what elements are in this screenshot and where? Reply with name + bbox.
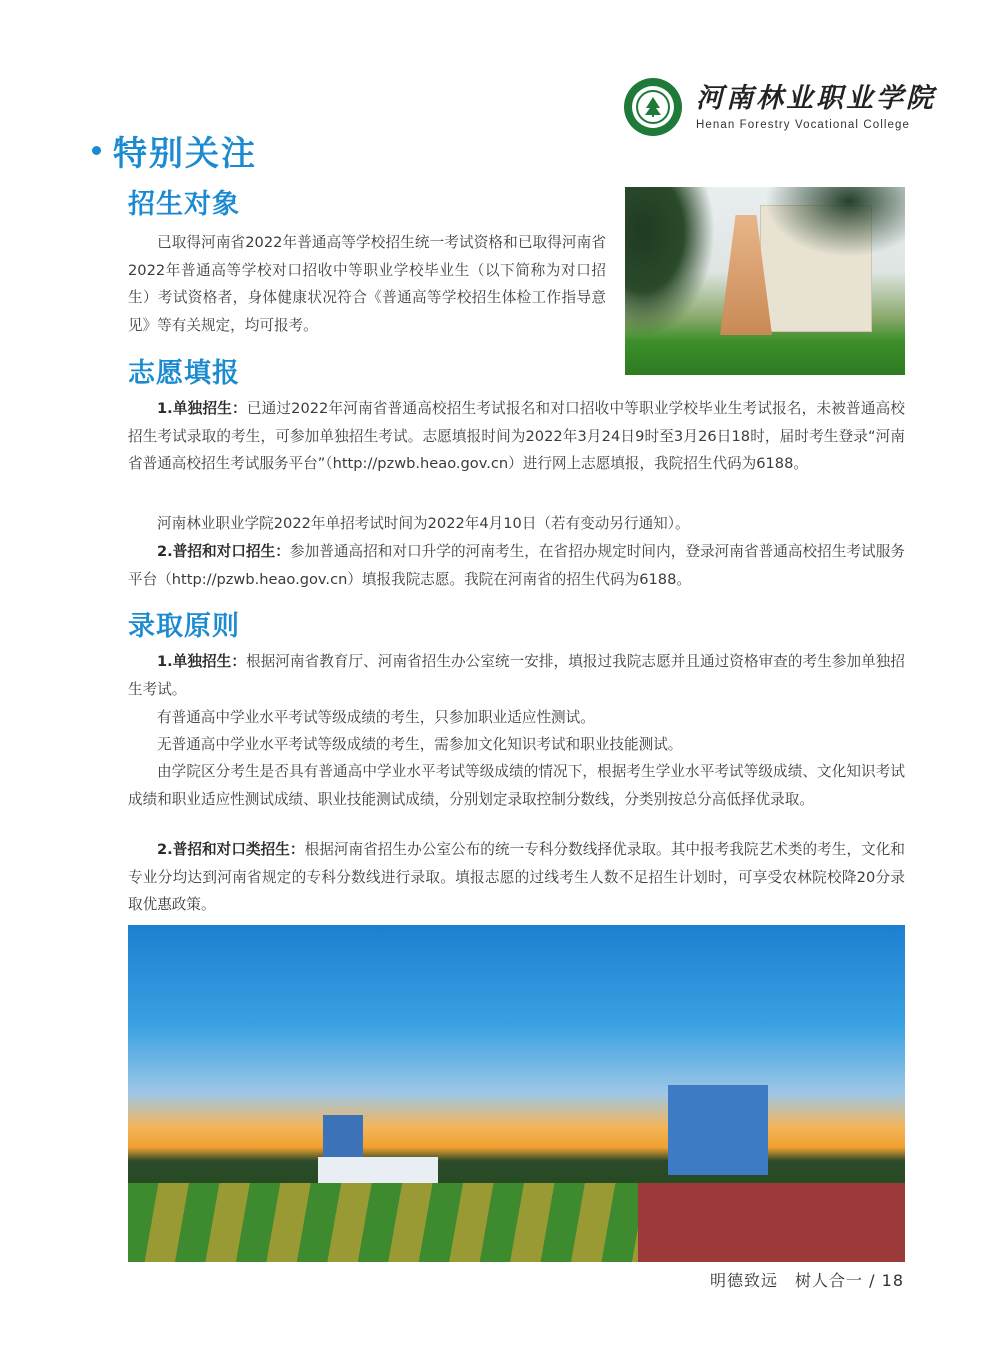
college-name-cn: 河南林业职业学院 — [696, 83, 936, 114]
admission-item-1-text: 根据河南省教育厅、河南省招生办公室统一安排，填报过我院志愿并且通过资格审查的考生参加单独招生考试。 — [128, 653, 905, 698]
recruit-target-text: 已取得河南省2022年普通高等学校招生统一考试资格和已取得河南省2022年普通高等学校对口招收中等职业学校毕业生（以下简称为对口招生）考试资格者，身体健康状况符合《普通高等学校招生体检工作指导意见》等有关规定，均可报考。 — [128, 234, 606, 334]
college-name-en: Henan Forestry Vocational College — [696, 119, 911, 131]
admission-with-grades: 有普通高中学业水平考试等级成绩的考生，只参加职业适应性测试。 — [157, 709, 595, 726]
admission-without-grades: 无普通高中学业水平考试等级成绩的考生，需参加文化知识考试和职业技能测试。 — [157, 736, 683, 753]
admission-classification: 由学院区分考生是否具有普通高中学业水平考试等级成绩的情况下，根据考生学业水平考试等级成绩、文化知识考试成绩和职业适应性测试成绩、职业技能测试成绩，分别划定录取控制分数线，分类别按总分高低择优录取。 — [128, 763, 905, 808]
admission-item-1 — [128, 648, 905, 703]
heading-recruit-target: 招生对象 — [128, 189, 240, 220]
college-logo — [624, 78, 936, 136]
footer-slogan: 明德致远 树人合一 — [710, 1271, 864, 1290]
admission-item-2-lead: 2.普招和对口类招生： — [157, 841, 305, 858]
page-title — [92, 126, 257, 175]
admission-item-2 — [128, 836, 905, 919]
heading-admission: 录取原则 — [128, 611, 240, 642]
page-number: / 18 — [869, 1271, 904, 1290]
application-item-2 — [128, 538, 905, 593]
sports-field-sunset-photo — [128, 925, 905, 1262]
admission-item-2-text: 根据河南省招生办公室公布的统一专科分数线择优录取。其中报考我院艺术类的考生，文化和专业分均达到河南省规定的专科分数线进行录取。填报志愿的过线考生人数不足招生计划时，可享受农林院校降20分录取优惠政策。 — [128, 841, 905, 913]
application-item-2-text: 参加普通高招和对口升学的河南考生，在省招办规定时间内，登录河南省普通高校招生考试服务平台（http://pzwb.heao.gov.cn）填报我院志愿。我院在河南省的招生代码为6188。 — [128, 543, 905, 588]
application-item-1 — [128, 395, 905, 478]
admission-item-1-lead: 1.单独招生： — [157, 653, 246, 670]
page-footer — [710, 1268, 904, 1291]
college-emblem-icon — [624, 78, 682, 136]
application-exam-date: 河南林业职业学院2022年单招考试时间为2022年4月10日（若有变动另行通知）。 — [157, 515, 690, 532]
heading-application: 志愿填报 — [128, 358, 240, 389]
application-item-1-text: 已通过2022年河南省普通高校招生考试报名和对口招收中等职业学校毕业生考试报名，未被普通高校招生考试录取的考生，可参加单独招生考试。志愿填报时间为2022年3月24日9时至3月26日18时，届时考生登录“河南省普通高校招生考试服务平台”（http://pzwb.heao.gov.cn）进行网上志愿填报，我院招生代码为6188。 — [128, 400, 905, 472]
bullet-icon — [92, 146, 101, 155]
application-item-1-lead: 1.单独招生： — [157, 400, 247, 417]
application-item-2-lead: 2.普招和对口招生： — [157, 543, 290, 560]
campus-monument-photo — [625, 187, 905, 375]
page-title-text: 特别关注 — [113, 134, 257, 174]
